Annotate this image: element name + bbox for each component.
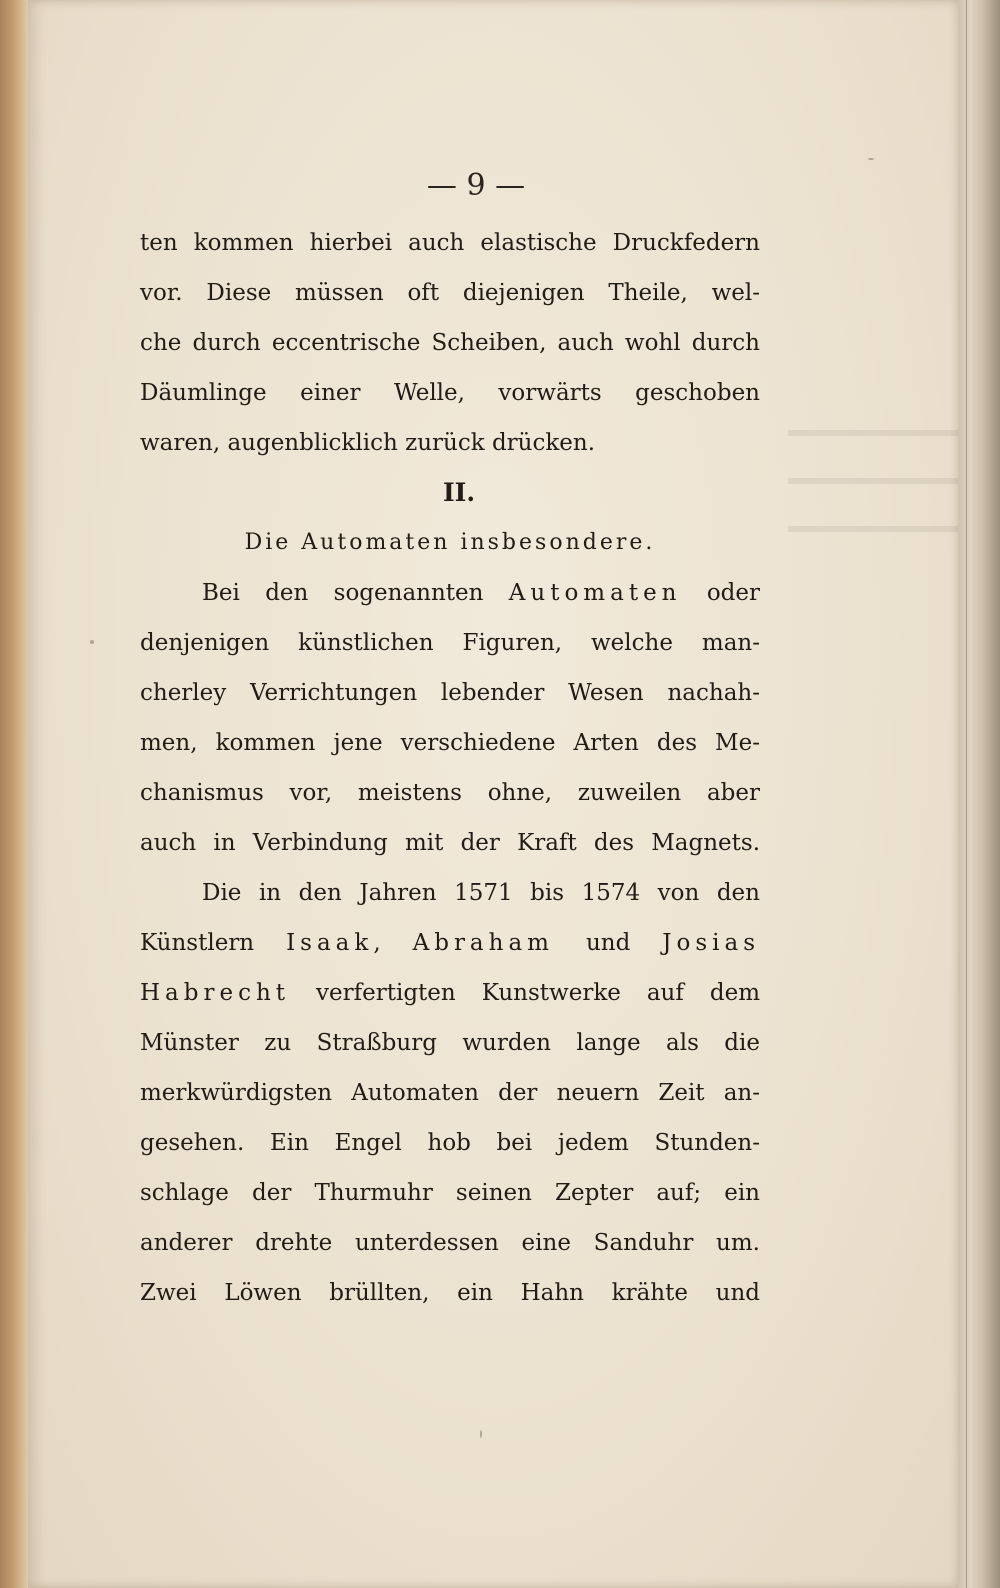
emphasized-name: Habrecht <box>140 980 291 1006</box>
text-line: men, kommen jene verschiedene Arten des Me- <box>140 730 760 756</box>
paper-speck <box>868 158 874 160</box>
text-line: merkwürdigsten Automaten der neuern Zeit an- <box>140 1080 760 1106</box>
paper-speck <box>480 1430 482 1438</box>
text-line: denjenigen künstlichen Figuren, welche man- <box>140 630 760 656</box>
text-line: chanismus vor, meistens ohne, zuweilen aber <box>140 780 760 806</box>
page-number: — 9 — <box>426 168 526 203</box>
text-segment: Bei den sogenannten <box>202 580 484 606</box>
text-segment: und <box>585 930 631 956</box>
section-number: II. <box>442 478 476 507</box>
text-line: schlage der Thurmuhr seinen Zepter auf; ein <box>140 1180 760 1206</box>
emphasized-name: Josias <box>662 930 760 956</box>
text-line: anderer drehte unterdessen eine Sanduhr um. <box>140 1230 760 1256</box>
text-line: che durch eccentrische Scheiben, auch wohl durch <box>140 330 760 356</box>
text-line: auch in Verbindung mit der Kraft des Magnets. <box>140 830 760 856</box>
text-line: Zwei Löwen brüllten, ein Hahn krähte und <box>140 1280 760 1306</box>
page-stack-edge <box>958 0 1000 1588</box>
text-line: cherley Verrichtungen lebender Wesen nachah- <box>140 680 760 706</box>
text-segment: Künstlern <box>140 930 255 956</box>
paper-speck <box>90 640 94 644</box>
text-line: Münster zu Straßburg wurden lange als die <box>140 1030 760 1056</box>
text-line: Däumlinge einer Welle, vorwärts geschoben <box>140 380 760 406</box>
paragraph-first-line: Die in den Jahren 1571 bis 1574 von den <box>202 880 760 906</box>
text-line: gesehen. Ein Engel hob bei jedem Stunden- <box>140 1130 760 1156</box>
book-page <box>28 0 960 1588</box>
emphasized-name: Isaak <box>286 930 374 956</box>
book-binding-edge <box>0 0 30 1588</box>
body-text <box>140 218 760 1318</box>
emphasized-word: Automaten <box>508 580 682 606</box>
text-line: ten kommen hierbei auch elastische Druckfedern <box>140 230 760 256</box>
text-segment: oder <box>706 580 761 606</box>
text-line <box>140 918 760 968</box>
text-segment: , <box>373 930 381 956</box>
text-line: vor. Diese müssen oft diejenigen Theile, wel- <box>140 280 760 306</box>
emphasized-name: Abraham <box>412 930 554 956</box>
text-segment: verfertigten Kunstwerke auf dem <box>316 980 760 1006</box>
section-title: Die Automaten insbesondere. <box>244 530 656 555</box>
text-line <box>140 968 760 1018</box>
verso-show-through <box>788 430 968 570</box>
paragraph-first-line <box>140 568 760 618</box>
text-line: waren, augenblicklich zurück drücken. <box>140 430 596 456</box>
